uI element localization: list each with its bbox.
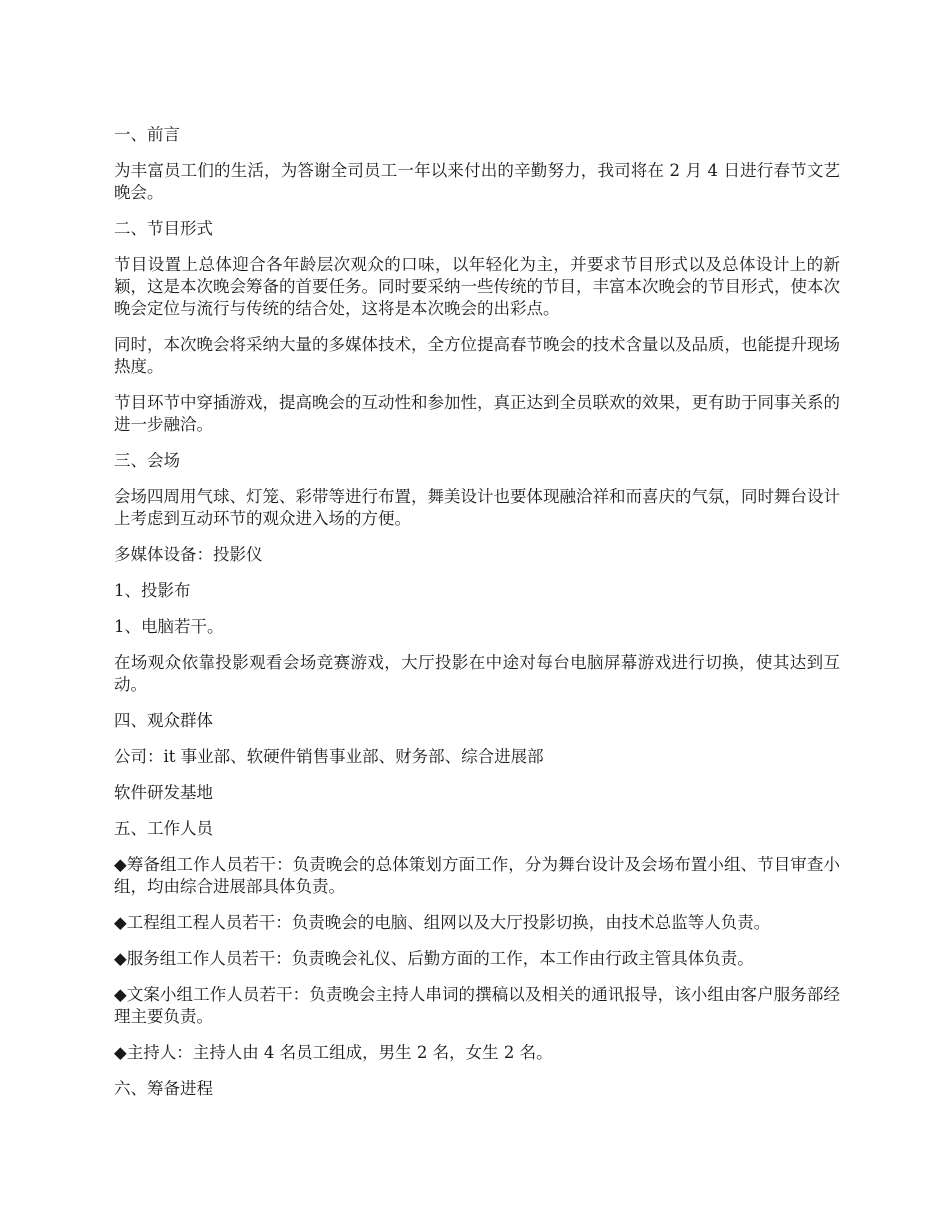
list-item-preparation-group: ◆筹备组工作人员若干：负责晚会的总体策划方面工作，分为舞台设计及会场布置小组、节目审查小组，均由综合进展部具体负责。 xyxy=(114,855,840,896)
paragraph-software-base: 软件研发基地 xyxy=(114,783,213,802)
paragraph-multimedia: 同时，本次晚会将采纳大量的多媒体技术，全方位提高春节晚会的技术含量以及品质，也能提升现场热度。 xyxy=(114,335,840,376)
list-item-projector-screen: 1、投影布 xyxy=(114,581,191,600)
list-item-service-group: ◆服务组工作人员若干：负责晚会礼仪、后勤方面的工作，本工作由行政主管具体负责。 xyxy=(114,949,754,968)
paragraph-program-setup: 节目设置上总体迎合各年龄层次观众的口味，以年轻化为主，并要求节目形式以及总体设计上的新颖，这是本次晚会筹备的首要任务。同时要采纳一些传统的节目，丰富本次晚会的节目形式，使本次晚会定位与流行与传统的结合处，这将是本次晚会的出彩点。 xyxy=(114,255,840,318)
list-item-engineering-group: ◆工程组工程人员若干：负责晚会的电脑、组网以及大厅投影切换，由技术总监等人负责。 xyxy=(114,913,771,932)
list-item-copywriting-group: ◆文案小组工作人员若干：负责晚会主持人串词的撰稿以及相关的通讯报导，该小组由客户服务部经理主要负责。 xyxy=(114,985,840,1026)
section-heading-staff: 五、工作人员 xyxy=(114,819,213,838)
paragraph-venue-decoration: 会场四周用气球、灯笼、彩带等进行布置，舞美设计也要体现融洽祥和而喜庆的气氛，同时舞台设计上考虑到互动环节的观众进入场的方便。 xyxy=(114,487,840,528)
list-item-computers: 1、电脑若干。 xyxy=(114,617,224,636)
section-heading-program-format: 二、节目形式 xyxy=(114,219,213,238)
section-heading-venue: 三、会场 xyxy=(114,451,180,470)
paragraph-company-departments: 公司：it 事业部、软硬件销售事业部、财务部、综合进展部 xyxy=(114,747,544,766)
section-heading-audience: 四、观众群体 xyxy=(114,711,213,730)
section-heading-preparation-schedule: 六、筹备进程 xyxy=(114,1079,213,1098)
document-page xyxy=(114,124,840,1114)
paragraph-interaction: 在场观众依靠投影观看会场竞赛游戏，大厅投影在中途对每台电脑屏幕游戏进行切换，使其达到互动。 xyxy=(114,653,840,694)
section-heading-preface: 一、前言 xyxy=(114,125,180,144)
paragraph-games: 节目环节中穿插游戏，提高晚会的互动性和参加性，真正达到全员联欢的效果，更有助于同事关系的进一步融洽。 xyxy=(114,393,840,434)
list-item-hosts: ◆主持人：主持人由 4 名员工组成，男生 2 名，女生 2 名。 xyxy=(114,1043,553,1062)
paragraph-purpose: 为丰富员工们的生活，为答谢全司员工一年以来付出的辛勤努力，我司将在 2 月 4 日进行春节文艺晚会。 xyxy=(114,161,840,202)
paragraph-multimedia-equipment: 多媒体设备：投影仪 xyxy=(114,545,263,564)
